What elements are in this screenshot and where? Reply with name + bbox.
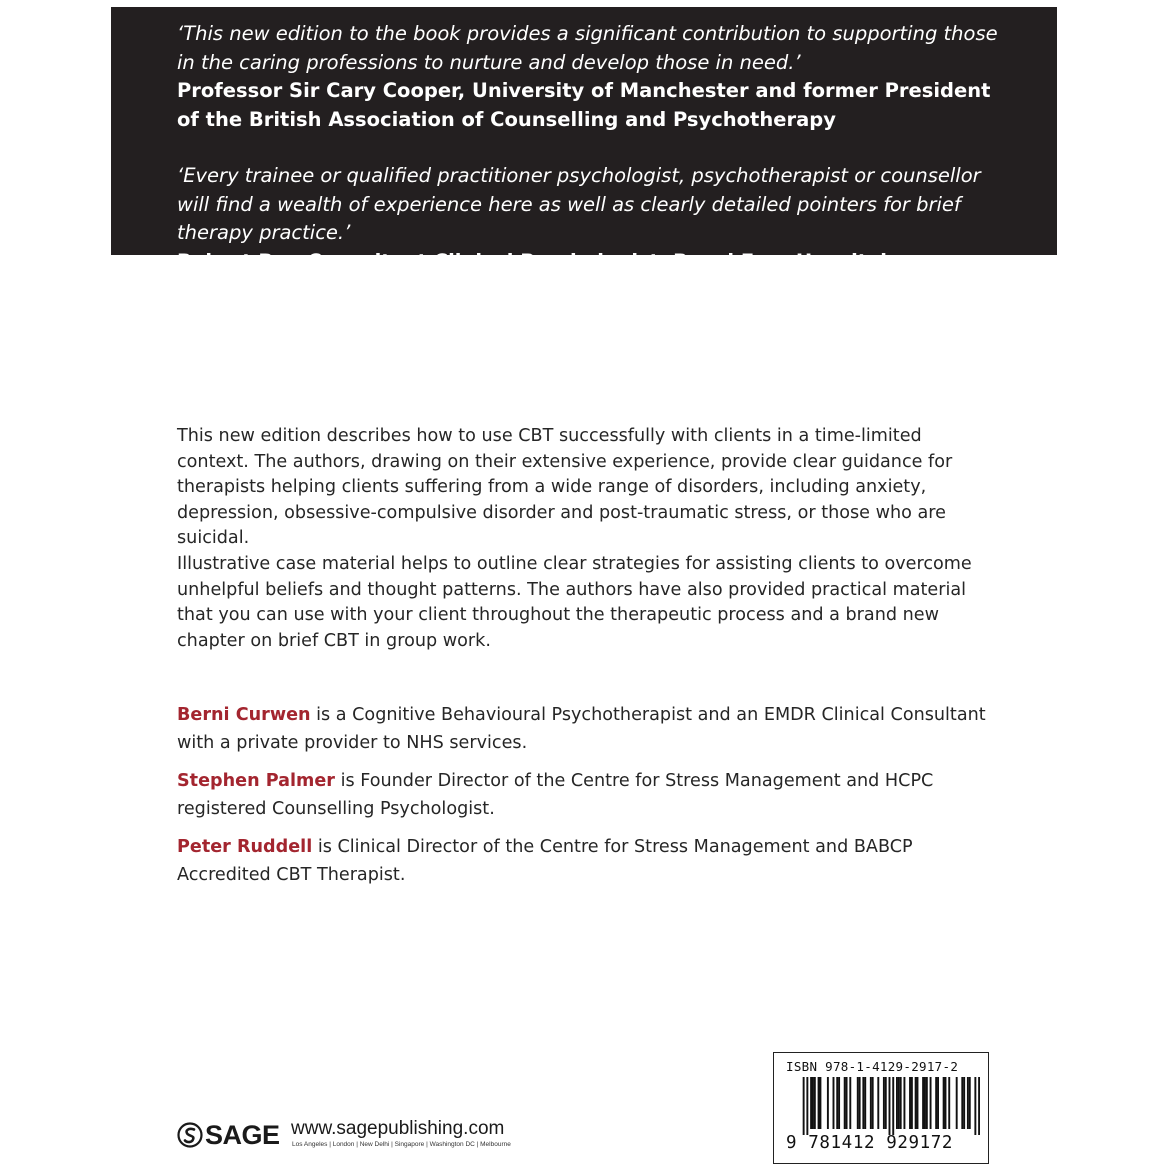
barcode-bar (903, 1077, 905, 1129)
barcode-bar (818, 1077, 820, 1129)
sage-wordmark: SAGE (205, 1119, 280, 1150)
barcode-bar (937, 1077, 939, 1129)
author-description: is a Cognitive Behavioural Psychotherapist and an EMDR Clinical Consultant with a private provider to NHS services. (177, 705, 986, 753)
barcode-digits: 9 781412 929172 (786, 1133, 954, 1153)
barcode-bar (945, 1077, 947, 1129)
barcode-bar (849, 1077, 851, 1129)
barcode-bar (917, 1077, 919, 1129)
barcode-bar (877, 1077, 879, 1129)
author-bio (177, 833, 997, 889)
author-name: Berni Curwen (177, 705, 311, 725)
barcode-bar (862, 1077, 864, 1129)
barcode-bar (896, 1077, 898, 1129)
barcode-bar (974, 1077, 976, 1135)
publisher-imprint (177, 1118, 517, 1154)
publisher-cities: Los Angeles | London | New Delhi | Singapore | Washington DC | Melbourne (292, 1141, 511, 1148)
barcode-bar (967, 1077, 969, 1129)
barcode-bar (812, 1077, 814, 1129)
endorsement-quote (177, 20, 1007, 134)
barcode-bar (948, 1077, 950, 1129)
author-description: is Clinical Director of the Centre for Stress Management and BABCP Accredited CBT Therapist. (177, 837, 913, 885)
author-bio (177, 767, 997, 823)
barcode-bar (838, 1077, 840, 1129)
publisher-url: www.sagepublishing.com (291, 1118, 505, 1139)
barcode-bar (963, 1077, 965, 1129)
barcode-bar (911, 1077, 913, 1129)
barcode-bar (833, 1077, 835, 1129)
barcode-bar (924, 1077, 926, 1129)
author-name: Stephen Palmer (177, 771, 335, 791)
isbn-barcode (773, 1052, 989, 1164)
barcode-bar (872, 1077, 874, 1129)
barcode-bar (900, 1077, 902, 1129)
author-description: is Founder Director of the Centre for Stress Management and HCPC registered Counselling Psychologist. (177, 771, 934, 819)
barcode-bar (844, 1077, 846, 1129)
barcode-bar (930, 1077, 932, 1129)
endorsement-attribution: Robert Bor, Consultant Clinical Psychologist, Royal Free Hospital (177, 249, 887, 273)
description-paragraph: This new edition describes how to use CBT successfully with clients in a time-limited context. The authors, drawing on their extensive experience, provide clear guidance for therapists helping clients suffering from a wide range of disorders, including anxiety, depression, obsessive-compulsive disorder and post-traumatic stress, or those who are suicidal. (177, 426, 953, 548)
barcode-bar (806, 1077, 808, 1135)
barcode-bar (935, 1077, 937, 1129)
barcode-bar (803, 1077, 805, 1135)
endorsement-attribution: Professor Sir Cary Cooper, University of Manchester and former President of the British Association of Counselling and Psychotherapy (177, 79, 991, 131)
author-bio (177, 701, 997, 757)
barcode-bar (857, 1077, 859, 1129)
barcode-bar (956, 1077, 958, 1129)
barcode-bar (943, 1077, 945, 1129)
endorsement-text: ‘This new edition to the book provides a significant contribution to supporting those in the caring professions to nurture and develop those in need.’ (177, 22, 998, 74)
barcode-bar (836, 1077, 838, 1129)
barcode-bar (827, 1077, 829, 1129)
barcode-bar (898, 1077, 900, 1129)
barcode-bar (870, 1077, 872, 1129)
sage-swirl-icon (177, 1122, 203, 1148)
description-paragraph: Illustrative case material helps to outline clear strategies for assisting clients to overcome unhelpful beliefs and thought patterns. The authors have also provided practical material that you can use with your client throughout the therapeutic process and a brand new chapter on brief CBT in group work. (177, 554, 972, 651)
endorsements-panel (111, 7, 1057, 273)
barcode-bar (978, 1077, 980, 1135)
endorsement-text: ‘Every trainee or qualified practitioner psychologist, psychotherapist or counsellor will find a wealth of experience here as well as clearly detailed pointers for brief therapy practice.’ (177, 164, 981, 244)
barcode-bar (915, 1077, 917, 1129)
barcode-bar (814, 1077, 816, 1129)
endorsement-quote (177, 162, 1007, 276)
barcode-bar (926, 1077, 928, 1129)
sage-logo (177, 1118, 280, 1152)
barcode-bar (864, 1077, 866, 1129)
barcode-bar (922, 1077, 924, 1129)
barcode-bar (885, 1077, 887, 1129)
barcode-bar (969, 1077, 971, 1129)
barcode-bar (889, 1077, 891, 1135)
barcode-bar (883, 1077, 885, 1129)
isbn-label: ISBN 978-1-4129-2917-2 (786, 1059, 959, 1074)
barcode-bar (846, 1077, 848, 1129)
barcode-bar (909, 1077, 911, 1129)
barcode-bar (810, 1077, 812, 1129)
barcode-bar (892, 1077, 894, 1135)
author-name: Peter Ruddell (177, 837, 313, 857)
barcode-bar (819, 1077, 821, 1129)
barcode-bar (859, 1077, 861, 1129)
barcode-bars (784, 1077, 980, 1135)
barcode-bar (961, 1077, 963, 1129)
